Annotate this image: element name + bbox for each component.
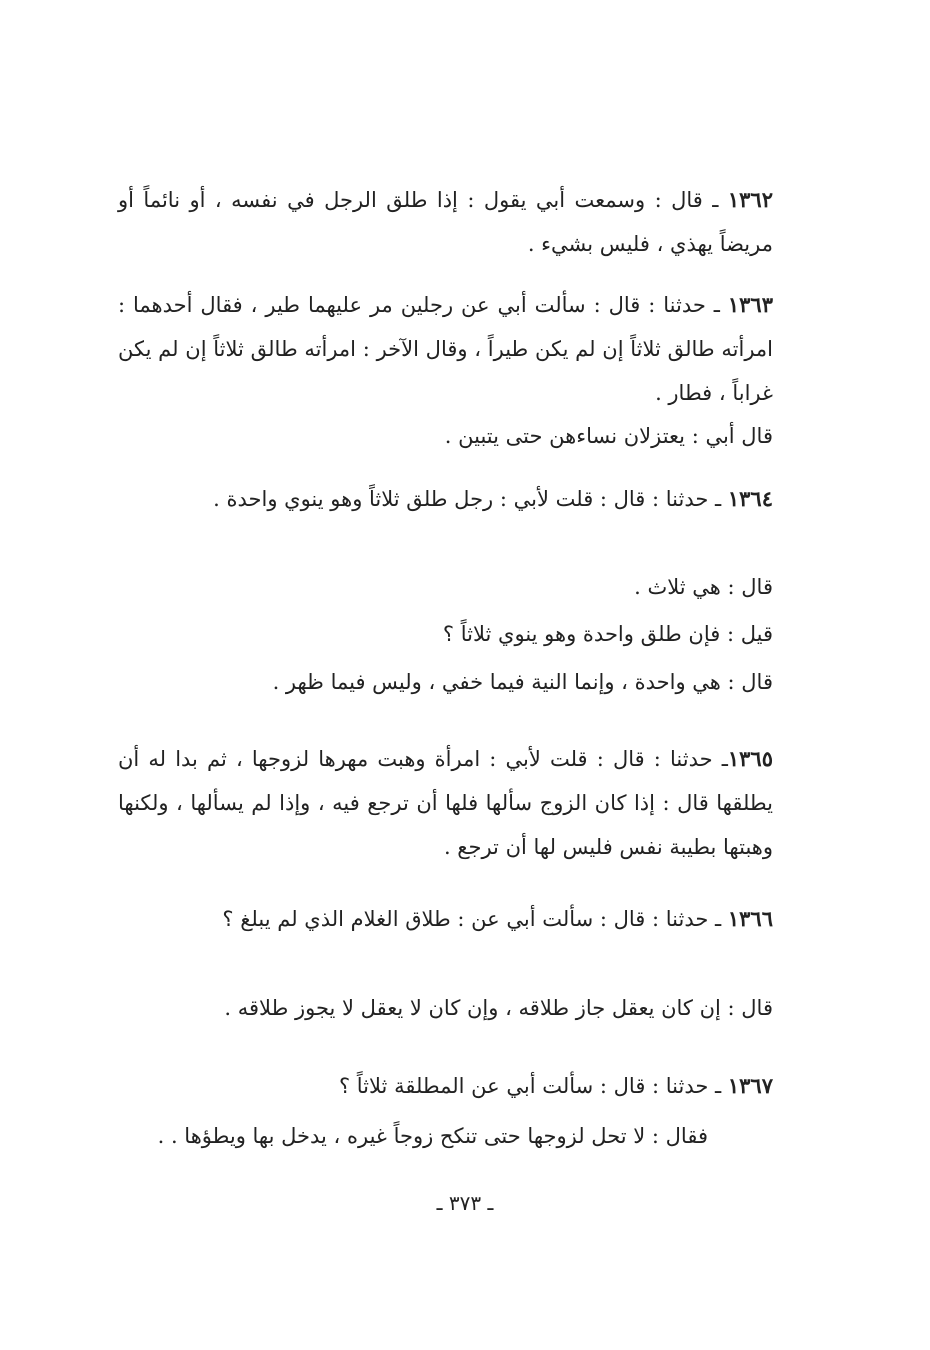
paragraph-1363 xyxy=(118,283,773,415)
paragraph-number: ١٣٦٤ xyxy=(727,486,773,511)
paragraph-1366 xyxy=(118,897,773,941)
paragraph-number: ١٣٦٧ xyxy=(727,1073,773,1098)
paragraph-1364 xyxy=(118,477,773,521)
answer-line: قال أبي : يعتزلان نساءهن حتى يتبين . xyxy=(444,424,773,448)
paragraph-text: ـ حدثنا : قال : سألت أبي عن رجلين مر عليهما طير ، فقال أحدهما : امرأته طالق ثلاثاً إن لم يكن طيراً ، وقال الآخر : امرأته طالق ثلاثاً إن لم يكن غراباً ، فطار . xyxy=(118,293,773,405)
paragraph-number: ١٣٦٣ xyxy=(727,292,773,317)
question-line: قيل : فإن طلق واحدة وهو ينوي ثلاثاً ؟ xyxy=(442,622,773,646)
paragraph-1365 xyxy=(118,737,773,869)
page-number: ـ ٣٧٣ ـ xyxy=(436,1191,494,1215)
paragraph-text: ـ قال : وسمعت أبي يقول : إذا طلق الرجل في نفسه ، أو نائماً أو مريضاً يهذي ، فليس بشيء . xyxy=(118,188,773,256)
paragraph-text: ـ حدثنا : قال : قلت لأبي : امرأة وهبت مهرها لزوجها ، ثم بدا له أن يطلقها قال : إذا كان الزوج سألها فلها أن ترجع فيه ، وإذا لم يسألها ، ولكنها وهبتها بطيبة نفس فليس لها أن ترجع . xyxy=(118,747,773,859)
paragraph-1367 xyxy=(339,1064,773,1108)
paragraph-text: ـ حدثنا : قال : سألت أبي عن : طلاق الغلام الذي لم يبلغ ؟ xyxy=(222,907,728,931)
answer-line: قال : هي واحدة ، وإنما النية فيما خفي ، وليس فيما ظهر . xyxy=(272,670,773,694)
paragraph-number: ١٣٦٢ xyxy=(727,187,773,212)
answer-line: قال : هي ثلاث . xyxy=(634,575,773,599)
answer-line: قال : إن كان يعقل جاز طلاقه ، وإن كان لا يعقل لا يجوز طلاقه . xyxy=(224,996,773,1020)
paragraph-1362 xyxy=(118,178,773,266)
answer-line: فقال : لا تحل لزوجها حتى تنكح زوجاً غيره ، يدخل بها ويطؤها . . xyxy=(157,1124,708,1148)
paragraph-number: ١٣٦٥ xyxy=(727,746,773,771)
paragraph-text: ـ حدثنا : قال : قلت لأبي : رجل طلق ثلاثاً وهو ينوي واحدة . xyxy=(213,487,728,511)
paragraph-text: ـ حدثنا : قال : سألت أبي عن المطلقة ثلاثاً ؟ xyxy=(338,1074,728,1098)
paragraph-number: ١٣٦٦ xyxy=(727,906,773,931)
